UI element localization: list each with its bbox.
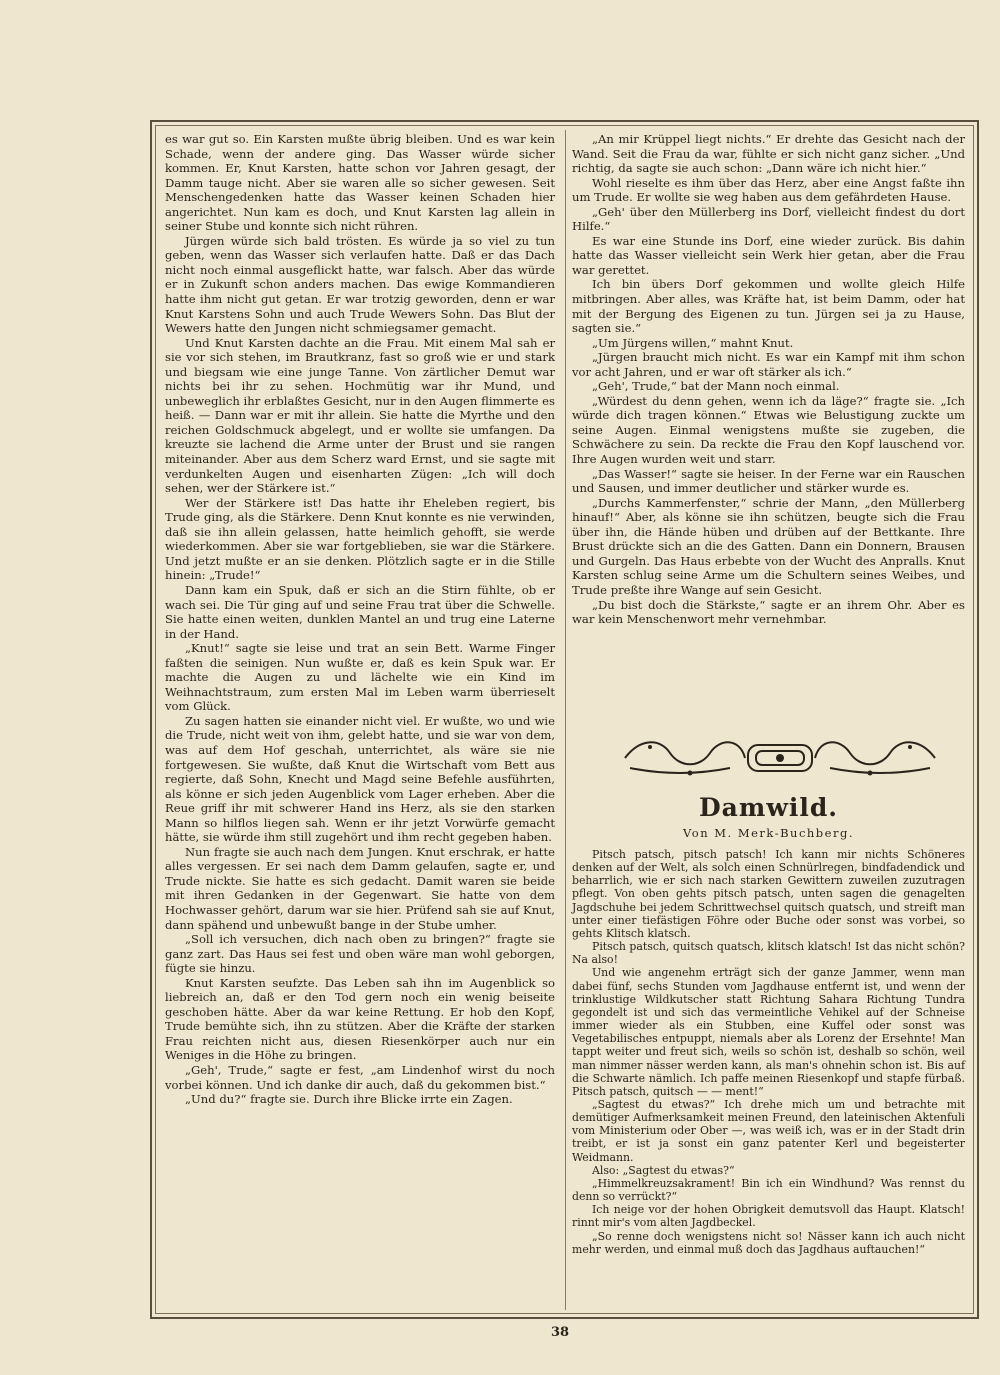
paragraph: Also: „Sagtest du etwas?“ <box>592 1163 735 1177</box>
paragraph: „Soll ich versuchen, dich nach oben zu bringen?“ fragte sie ganz zart. Das Haus sei fest und oben wäre man wohl geborgen, fügte sie hinzu. <box>165 932 555 976</box>
decorative-scroll-ornament-icon <box>620 733 940 783</box>
paragraph: „Jürgen braucht mich nicht. Es war ein Kampf mit ihm schon vor acht Jahren, und er war oft stärker als ich.“ <box>572 350 965 379</box>
paragraph: Und Knut Karsten dachte an die Frau. Mit einem Mal sah er sie vor sich stehen, im Brautkranz, fast so groß wie er und stark und biegsam wie eine junge Tanne. Von zärtlicher Demut war nichts bei ihr zu sehen. Hochmütig war ihr Mund, und unbeweglich ihr erblaßtes Gesicht, nur in den Augen flimmerte es heiß. — Dann war er mit ihr allein. Sie hatte die Myrthe und den reichen Goldschmuck abgelegt, und er wollte sie umfangen. Da kreuzte sie lachend die Arme unter der Brust und sie rangen miteinander. Aber aus dem Scherz ward Ernst, und sie sagte mit verdunkelten Augen und eisenharten Zügen: „Ich will doch sehen, wer der Stärkere ist.“ <box>165 335 555 496</box>
right-column <box>572 132 965 627</box>
paragraph: Und wie angenehm erträgt sich der ganze Jammer, wenn man dabei fünf, sechs Stunden vom Jagdhause entfernt ist, und wenn der trinklustige Wildkutscher statt Richtung Sahara Richtung Tundra gegondelt ist und sich das vermeintliche Vehikel auf der Schneise immer wieder als ein Stubben, eine Kuffel oder sonst was Vegetabilisches entpuppt, niemals aber als Lorenz der Ersehnte! Man tappt weiter und freut sich, weils so schön ist, deshalb so schön, weil man nimmer nässer werden kann, als man's ohnehin schon ist. Bis auf die Schwarte nämlich. Ich paffe meinen Riesenkopf und stapfe fürbaß. Pitsch patsch, quitsch — — ment!“ <box>572 966 965 1098</box>
paragraph: „So renne doch wenigstens nicht so! Nässer kann ich auch nicht mehr werden, und einmal muß doch das Jagdhaus auftauchen!“ <box>572 1229 965 1256</box>
paragraph: „Durchs Kammerfenster,“ schrie der Mann, „den Müllerberg hinauf!“ Aber, als könne sie ihn schützen, beugte sich die Frau über ihn, die Hände hüben und drüben auf der Bettkante. Ihre Brust drückte sich an die des Gatten. Dann ein Donnern, Brausen und Gurgeln. Das Haus erbebte von der Wucht des Anpralls. Knut Karsten schlug seine Arme um die Schultern seines Weibes, und Trude preßte ihre Wange auf sein Gesicht. <box>572 495 965 597</box>
paragraph: „Sagtest du etwas?“ Ich drehe mich um und betrachte mit demütiger Aufmerksamkeit meinen Freund, den lateinischen Aktenfuli vom Ministerium oder Ober —, was weiß ich, was er in der Stadt drin treibt, er ist ja sonst ein ganz patenter Kerl und begeisterter Weidmann. <box>572 1097 965 1164</box>
story-byline: Von M. Merk-Buchberg. <box>683 826 854 840</box>
paragraph: „Geh', Trude,“ bat der Mann noch einmal. <box>592 379 840 394</box>
paragraph: „Geh', Trude,“ sagte er fest, „am Lindenhof wirst du noch vorbei können. Und ich danke dir auch, daß du gekommen bist.“ <box>165 1063 555 1092</box>
paragraph: Wer der Stärkere ist! Das hatte ihr Eheleben regiert, bis Trude ging, als die Stärkere. Denn Knut konnte es nie verwinden, daß sie ihn allein gelassen, hatte heimlich gehofft, sie werde wiederkommen. Aber sie war fortgeblieben, sie war die Stärkere. Und jetzt mußte er an sie denken. Plötzlich sagte er in die Stille hinein: „Trude!“ <box>165 495 555 583</box>
left-column <box>165 132 555 1107</box>
paragraph: Pitsch patsch, quitsch quatsch, klitsch klatsch! Ist das nicht schön? Na also! <box>572 940 965 967</box>
paragraph: „Und du?“ fragte sie. Durch ihre Blicke irrte ein Zagen. <box>185 1092 513 1107</box>
paragraph: Knut Karsten seufzte. Das Leben sah ihn im Augenblick so liebreich an, daß er den Tod gern noch ein wenig beiseite geschoben hätte. Aber da war keine Rettung. Er hob den Kopf, Trude bemühte sich, ihn zu stützen. Aber die Kräfte der starken Frau reichten nicht aus, diesen Riesenkörper auch nur ein Weniges in die Höhe zu bringen. <box>165 975 555 1063</box>
paragraph: Jürgen würde sich bald trösten. Es würde ja so viel zu tun geben, wenn das Wasser sich verlaufen hatte. Daß er das Dach nicht noch einmal ausgeflickt hatte, war falsch. Aber das würde er in Zukunft schon anders machen. Das ewige Kommandieren hatte ihm nicht gut getan. Er war trotzig geworden, denn er war Knut Karstens Sohn und auch Trude Wewers Sohn. Das Blut der Wewers hatte den Jungen nicht schmiegsamer gemacht. <box>165 233 555 336</box>
paragraph: Pitsch patsch, pitsch patsch! Ich kann mir nichts Schöneres denken auf der Welt, als solch einen Schnürlregen, bindfadendick und beharrlich, wie er sich nach starken Gewittern zuweilen zuzutragen pflegt. Von oben gehts pitsch patsch, unten sagen die genagelten Jagdschuhe bei jedem Schrittwechsel quitsch quatsch, und streift man unter einer tiefästigen Föhre oder Buche oder sonst was vorbei, so gehts Klitsch klatsch. <box>572 848 965 940</box>
story-body <box>572 848 965 1256</box>
paragraph: Wohl rieselte es ihm über das Herz, aber eine Angst faßte ihn um Trude. Er wollte sie weg haben aus dem gefährdeten Hause. <box>572 175 965 205</box>
paragraph: „Um Jürgens willen,“ mahnt Knut. <box>592 335 794 350</box>
paragraph: Ich neige vor der hohen Obrigkeit demutsvoll das Haupt. Klatsch! rinnt mir's vom alten Jagdbeckel. <box>572 1203 965 1230</box>
paragraph: Es war eine Stunde ins Dorf, eine wieder zurück. Bis dahin hatte das Wasser vielleicht sein Werk hier getan, aber die Frau war gerettet. <box>572 233 965 277</box>
paragraph: „An mir Krüppel liegt nichts.“ Er drehte das Gesicht nach der Wand. Seit die Frau da war, fühlte er sich nicht ganz sicher. „Und richtig, da sagte sie auch schon: „Dann wäre ich nicht hier.“ <box>572 132 965 176</box>
paragraph: Nun fragte sie auch nach dem Jungen. Knut erschrak, er hatte alles vergessen. Er sei nach dem Damm gelaufen, sagte er, und Trude nickte. Sie hatte es sich gedacht. Damit waren sie beide mit ihren Gedanken in der Gegenwart. Sie hatte von dem Hochwasser gehört, darum war sie hier. Prüfend sah sie auf Knut, dann spähend und unbewußt bange in der Stube umher. <box>165 844 555 932</box>
paragraph: „Himmelkreuzsakrament! Bin ich ein Windhund? Was rennst du denn so verrückt?“ <box>572 1176 965 1204</box>
story-title: Damwild. <box>698 793 839 822</box>
page-number: 38 <box>550 1325 570 1340</box>
paragraph: „Das Wasser!“ sagte sie heiser. In der Ferne war ein Rauschen und Sausen, und immer deutlicher und stärker wurde es. <box>572 466 965 496</box>
paragraph: „Geh' über den Müllerberg ins Dorf, vielleicht findest du dort Hilfe.“ <box>572 204 965 234</box>
paragraph: „Würdest du denn gehen, wenn ich da läge?“ fragte sie. „Ich würde dich tragen können.“ Etwas wie Belustigung zuckte um seine Augen. Einmal wenigstens mußte sie zugeben, die Schwächere zu sein. Da reckte die Frau den Kopf lauschend vor. Ihre Augen wurden weit und starr. <box>572 393 965 467</box>
paragraph: Zu sagen hatten sie einander nicht viel. Er wußte, wo und wie die Trude, nicht weit von ihm, gelebt hatte, und sie war von dem, was auf dem Hof geschah, unterrichtet, als wäre sie nie fortgewesen. Sie wußte, daß Knut die Wirtschaft vom Bett aus regierte, daß Sohn, Knecht und Magd seine Befehle ausführten, als könne er sich jeden Augenblick vom Lager erheben. Aber die Reue griff ihr mit schwerer Hand ins Herz, als sie den starken Mann so hilflos liegen sah. Wenn er ihr jetzt Vorwürfe gemacht hätte, sie würde ihm still zugehört und ihm recht gegeben haben. <box>165 713 555 845</box>
paragraph: Ich bin übers Dorf gekommen und wollte gleich Hilfe mitbringen. Aber alles, was Kräfte hat, ist beim Damm, oder hat mit der Bergung des Eigenen zu tun. Jürgen sei ja zu Hause, sagten sie.“ <box>572 277 965 336</box>
paragraph: „Du bist doch die Stärkste,“ sagte er an ihrem Ohr. Aber es war kein Menschenwort mehr vernehmbar. <box>572 597 965 627</box>
column-divider <box>565 130 566 1310</box>
paragraph: Dann kam ein Spuk, daß er sich an die Stirn fühlte, ob er wach sei. Die Tür ging auf und seine Frau trat über die Schwelle. Sie hatte einen weiten, dunklen Mantel an und trug eine Laterne in der Hand. <box>165 582 555 641</box>
paragraph: es war gut so. Ein Karsten mußte übrig bleiben. Und es war kein Schade, wenn der andere ging. Das Wasser würde sicher kommen. Er, Knut Karsten, hatte schon vor Jahren gesagt, der Damm tauge nicht. Aber sie waren alle so sicher gewesen. Seit Menschengedenken hatte das Wasser keinen Schaden hier angerichtet. Nun kam es doch, und Knut Karsten lag allein in seiner Stube und konnte sich nicht rühren. <box>165 132 555 234</box>
paragraph: „Knut!“ sagte sie leise und trat an sein Bett. Warme Finger faßten die seinigen. Nun wußte er, daß es kein Spuk war. Er machte die Augen zu und lächelte wie ein Kind im Weihnachtstraum, zum ersten Mal im Leben warm überrieselt vom Glück. <box>165 641 555 714</box>
